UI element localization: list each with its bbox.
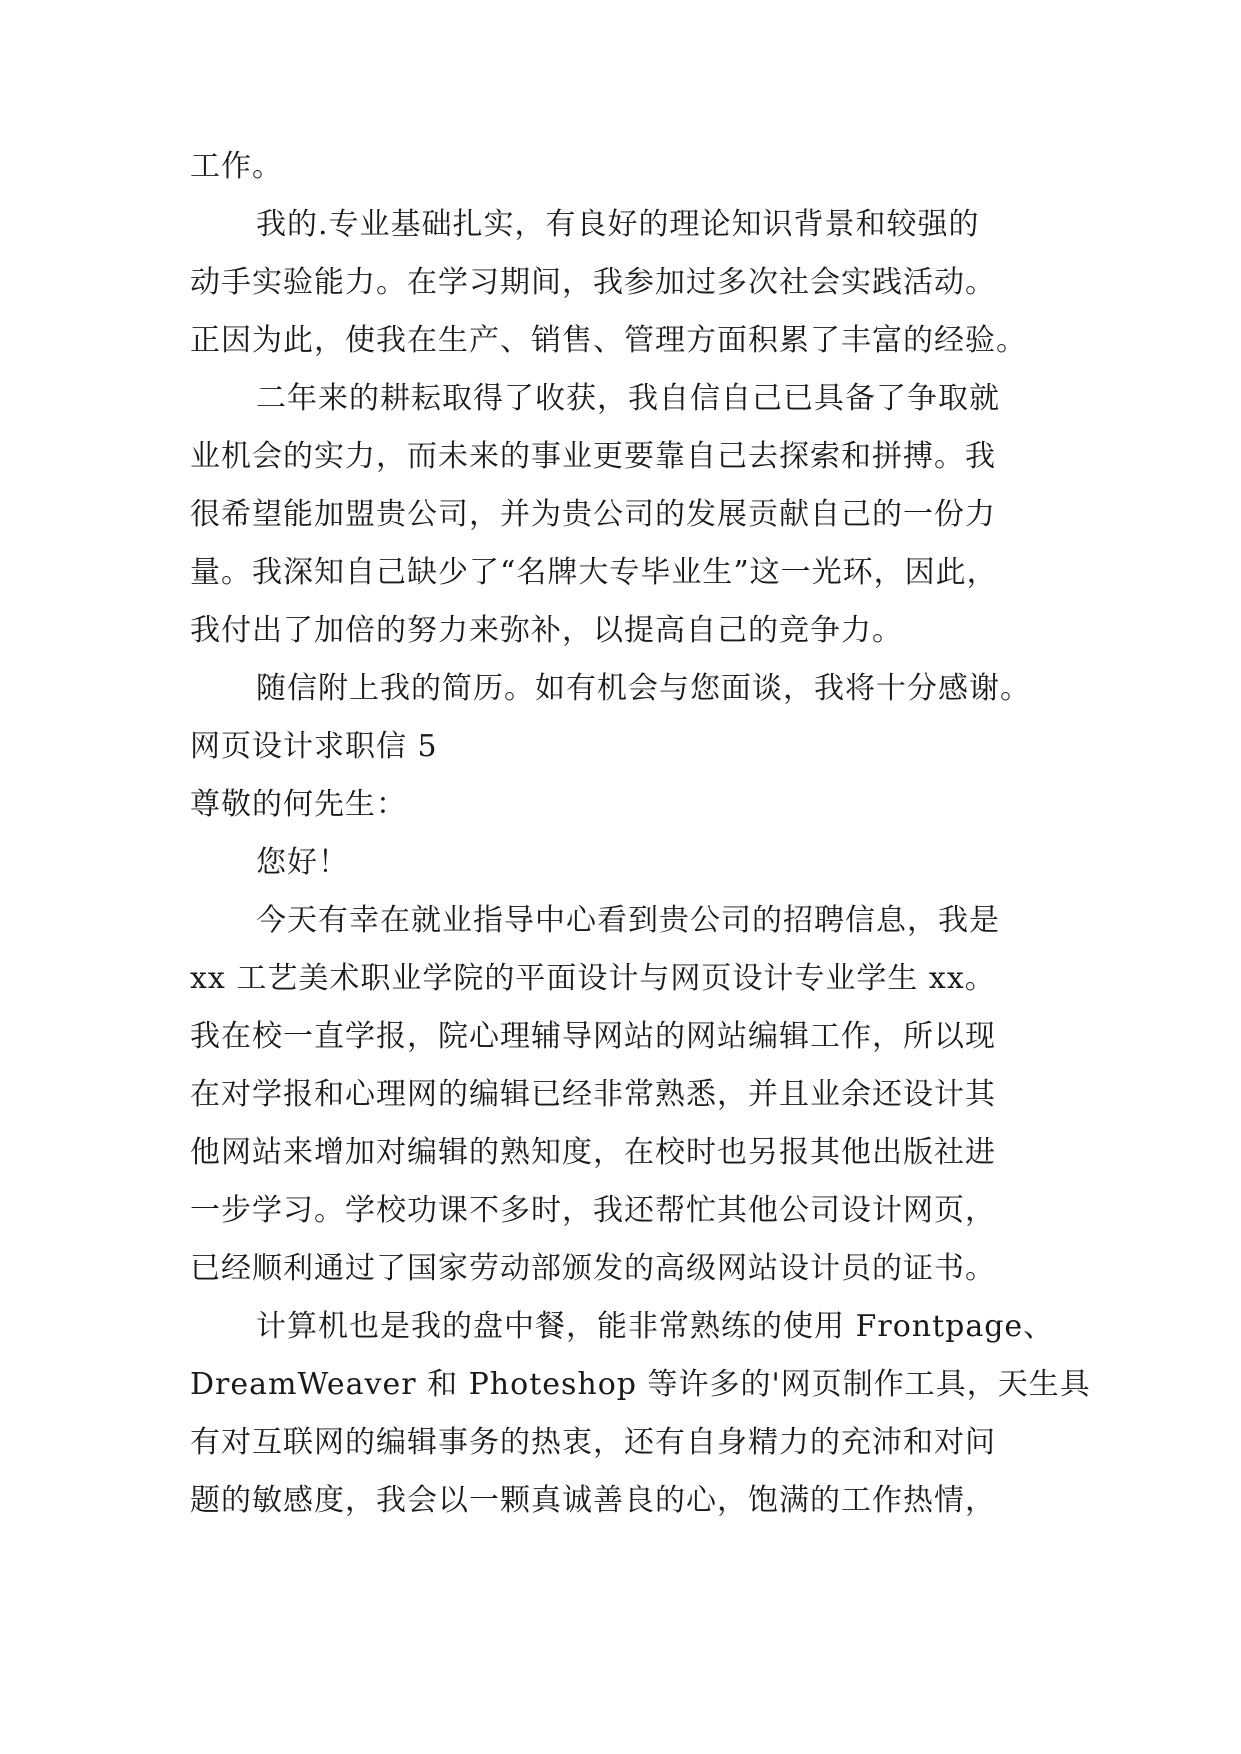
text-line: 工作。 (190, 149, 283, 184)
paragraph-line: 二年来的耕耘取得了收获，我自信自己已具备了争取就 (256, 381, 1000, 416)
salutation: 尊敬的何先生： (190, 787, 407, 822)
text-line: 业机会的实力，而未来的事业更要靠自己去探索和拼搏。我 (190, 439, 996, 474)
paragraph-line: 我的.专业基础扎实，有良好的理论知识背景和较强的 (256, 207, 980, 242)
text-line: 已经顺利通过了国家劳动部颁发的高级网站设计员的证书。 (190, 1251, 996, 1286)
paragraph-line: 今天有幸在就业指导中心看到贵公司的招聘信息，我是 (256, 903, 1000, 938)
text-line: 量。我深知自己缺少了“名牌大专毕业生”这一光环，因此， (190, 555, 998, 590)
text-line: 动手实验能力。在学习期间，我参加过多次社会实践活动。 (190, 265, 996, 300)
text-line: 题的敏感度，我会以一颗真诚善良的心，饱满的工作热情， (190, 1483, 996, 1518)
greeting: 您好！ (256, 845, 349, 880)
text-line: xx 工艺美术职业学院的平面设计与网页设计专业学生 xx。 (190, 961, 996, 996)
text-line: 在对学报和心理网的编辑已经非常熟悉，并且业余还设计其 (190, 1077, 996, 1112)
text-line: 正因为此，使我在生产、销售、管理方面积累了丰富的经验。 (190, 323, 1027, 358)
text-line: 我在校一直学报，院心理辅导网站的网站编辑工作，所以现 (190, 1019, 996, 1054)
text-line: 我付出了加倍的努力来弥补，以提高自己的竞争力。 (190, 613, 903, 648)
paragraph-line: 计算机也是我的盘中餐，能非常熟练的使用 Frontpage、 (256, 1309, 1055, 1344)
paragraph-line: 随信附上我的简历。如有机会与您面谈，我将十分感谢。 (256, 671, 1031, 706)
text-line: 他网站来增加对编辑的熟知度，在校时也另报其他出版社进 (190, 1135, 996, 1170)
text-line: 很希望能加盟贵公司，并为贵公司的发展贡献自己的一份力 (190, 497, 996, 532)
text-line: 一步学习。学校功课不多时，我还帮忙其他公司设计网页， (190, 1193, 996, 1228)
section-title: 网页设计求职信 5 (190, 729, 438, 764)
text-line: DreamWeaver 和 Photeshop 等许多的'网页制作工具，天生具 (190, 1367, 1091, 1402)
text-line: 有对互联网的编辑事务的热衷，还有自身精力的充沛和对问 (190, 1425, 996, 1460)
